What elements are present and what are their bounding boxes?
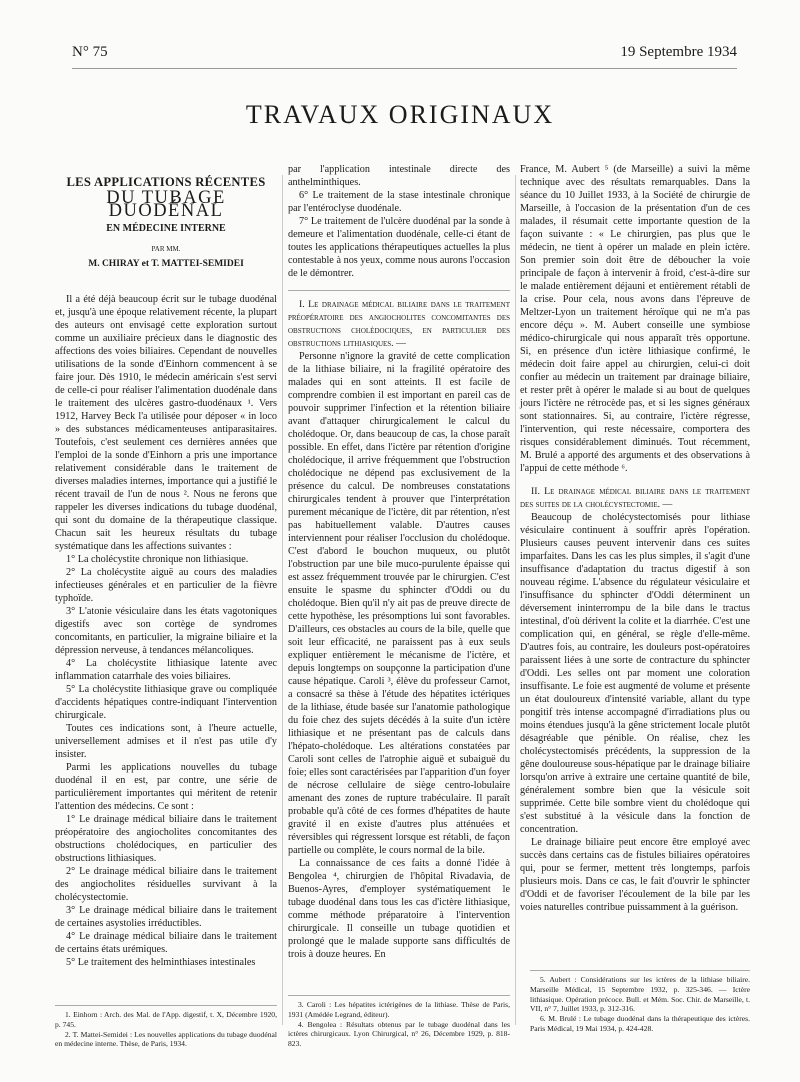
list-item: 5° Le traitement des helminthiases intestinales <box>66 957 256 968</box>
paragraph: Le drainage biliaire peut encore être employé avec succès dans certains cas de fistules biliaires opératoires qui, pour se fermer, mettent très longtemps, parfois plusieurs mois. Dans ce cas, le fait d'ouvrir le sphincter d'Oddi et de favoriser l'écoulement de la bile par les voies naturelles contribue puissamment à la guérison. <box>520 837 750 913</box>
paragraph: Il a été déjà beaucoup écrit sur le tubage duodénal et, jusqu'à une époque relativement récente, la plupart des auteurs ont envisagé cette exploration surtout comme un auxiliaire précieux dans le diagnostic des affections des voies biliaires. Cependant de nouvelles utilisations de la sonde d'Einhorn commencent à se faire jour. Dès 1910, le médecin américain s'est servi de celle-ci pour réaliser l'alimentation duodénale dans le traitement des ulcères gastro-duodénaux ¹. Vers 1912, Harvey Beck l'a utilisée pour déposer « in loco » des substances médicamenteuses antiparasitaires. Toutefois, c'est seulement ces dernières années que l'emploi de la sonde d'Einhorn a pris une importance relativement considérable dans le traitement de diverses maladies internes, importance qui a justifié le récent travail de l'un de nous ². Nous ne ferons que rappeler les diverses indications du tubage duodénal, qui sont du domaine de la thérapeutique classique. Chacun sait les heureux résultats du tubage systématique dans les affections suivantes : <box>55 294 277 552</box>
list-item: 1° La cholécystite chronique non lithiasique. <box>66 554 249 565</box>
header-rule <box>72 68 737 69</box>
section-title: TRAVAUX ORIGINAUX <box>245 100 555 129</box>
footnote-rule <box>288 995 510 996</box>
column-separator <box>282 175 283 1025</box>
footnote: 4. Bengolea : Résultats obtenus par le tubage duodénal dans les ictères chirurgicaux. Lyon Chirurgical, n° 26, Décembre 1929, p. 818-823. <box>288 1019 510 1049</box>
section-heading-1: I. Le drainage médical biliaire dans le traitement préopératoire des angiocholites concomitantes des obstructions cholédociques, en particulier des obstructions lithiasiques. — <box>288 299 510 349</box>
footnotes-col-2 <box>288 995 510 1049</box>
article-title-line2: DU TUBAGE DUODÉNAL <box>106 188 226 221</box>
list-item: 4° La cholécystite lithiasique latente avec inflammation catarrhale des voies biliaires. <box>55 658 277 682</box>
paragraph: Beaucoup de cholécystectomisés pour lithiase vésiculaire continuent à souffrir après l'opération. Plusieurs causes peuvent intervenir dans ces suites imparfaites. Dans les cas les plus simples, il s'agit d'une insuffisance d'adaptation du tractus digestif à son nouveau régime. L'absence du régulateur vésiculaire et l'insuffisance du sphincter d'Oddi déterminent un déversement ininterrompu de la bile dans le tractus intestinal, d'où dérivent la colite et la diarrhée. C'est une complication qui, en général, se règle d'elle-même. D'autres fois, au contraire, les douleurs post-opératoires paraissent liées à une sorte de contracture du sphincter d'Oddi. Les selles ont par moment une coloration insuffisante. Le foie est augmenté de volume et présente un état douloureux d'intensité variable, allant du type pongitif très intense accompagné d'irradiations plus ou moins étendues jusqu'à la gêne strictement locale plutôt désagréable que pénible. On réalise, chez les cholécystectomisés précédents, la suppression de la gêne douloureuse sous-hépatique par le drainage biliaire lorsqu'on arrive à extraire une certaine quantité de bile, généralement sombre bien que la vésicule soit supprimée. Cette bile sombre vient du cholédoque qui s'est substitué à la vésicule dans la fonction de concentration. <box>520 512 750 835</box>
article-heading <box>55 176 277 271</box>
list-item: 1° Le drainage médical biliaire dans le traitement préopératoire des angiocholites concomitantes des obstructions cholédociques, en particulier des obstructions lithiasiques. <box>55 814 277 864</box>
paragraph: Personne n'ignore la gravité de cette complication de la lithiase biliaire, ni la fragilité opératoire des malades qui en sont atteints. Il est facile de comprendre combien il est important en pareil cas de pouvoir supprimer l'infection et la rétention biliaire avant d'attaquer chirurgicalement le calcul du cholédoque. Or, dans beaucoup de cas, la chose paraît possible. En effet, dans l'ictère par rétention d'origine cholédocique, il arrive fréquemment que l'obstruction cholédocique ne dépend pas exclusivement de la présence du calcul. De nombreuses constatations chirurgicales tendent à prouver que l'interprétation purement mécanique de l'ictère, dit par rétention, n'est pas habituellement valable. D'autres causes interviennent pour réaliser l'occlusion du cholédoque. C'est d'abord le bouchon muqueux, ou plutôt l'obstruction par une bile muco-purulente épaisse qui est assez fréquemment trouvée par le chirurgien. C'est ensuite le spasme du sphincter d'Oddi ou du cholédoque. Bien qu'il n'y ait pas de preuve directe de cette hypothèse, les présomptions lui sont favorables. D'ailleurs, ces obstacles au cours de la bile, quelle que soit leur efficacité, ne paraissent pas à eux seuls expliquer entièrement le mécanisme de l'ictère, et depuis longtemps on soupçonne la participation d'une cause hépatique. Caroli ³, élève du professeur Carnot, a consacré sa thèse à l'étude des hépatites ictériques de la lithiase, étude basée sur l'anatomie pathologique du foie chez des sujets décédés à la suite d'un ictère lithiasique et ne présentant pas de calculs dans l'hépato-cholédoque. Les altérations constatées par Caroli sont celles de l'atrophie aiguë et subaiguë du foie; elles sont caractérisées par l'apparition d'un foyer de nécrose cellulaire de siège centro-lobulaire amenant des zones de rupture trabéculaire. Il paraît probable qu'à côté de ces formes d'hépatites de haute gravité il en existe d'autres plus atténuées et réversibles qui régressent lorsque est rétabli, de façon partielle ou complète, le cours normal de la bile. <box>288 351 510 856</box>
list-item: 7° Le traitement de l'ulcère duodénal par la sonde à demeure et l'alimentation duodénale, celle-ci étant de toutes les applications thérapeutiques actuelles la plus contestable à nos yeux, comme nous aurons l'occasion de le démontrer. <box>288 216 510 279</box>
list-item: 5° La cholécystite lithiasique grave ou compliquée d'accidents hépatiques contre-indiquant l'intervention chirurgicale. <box>55 684 277 721</box>
column-1 <box>55 162 277 969</box>
column-separator <box>515 175 516 1025</box>
issue-number: N° 75 <box>72 44 108 60</box>
authors: M. CHIRAY et T. MATTEI-SEMIDEI <box>88 259 244 269</box>
footnote: 1. Einhorn : Arch. des Mal. de l'App. digestif, t. X, Décembre 1920, p. 745. <box>55 1010 277 1029</box>
footnote: 6. M. Brulé : Le tubage duodénal dans la thérapeutique des ictères. Paris Médical, 19 Mai 1934, p. 424-428. <box>530 1014 750 1033</box>
footnote-rule <box>55 1005 277 1006</box>
footnote: 5. Aubert : Considérations sur les ictères de la lithiase biliaire. Marseille Médical, 15 Septembre 1932, p. 325-346. — Ictère lithiasique. Opération précoce. Bull. et Mém. Soc. Chir. de Marseille, t. VII, n° 7, Juillet 1933, p. 312-316. <box>530 975 750 1014</box>
list-item: 4° Le drainage médical biliaire dans le traitement de certains états urémiques. <box>55 931 277 955</box>
list-item: 2° Le drainage médical biliaire dans le traitement des angiocholites résiduelles survivant à la cholécystectomie. <box>55 866 277 903</box>
paragraph: Parmi les applications nouvelles du tubage duodénal il en est, par contre, une série de particulièrement importantes qui méritent de retenir l'attention des médecins. Ce sont : <box>55 762 277 812</box>
paragraph: Toutes ces indications sont, à l'heure actuelle, universellement admises et il n'est pas utile d'y insister. <box>55 723 277 760</box>
section-divider <box>288 290 510 291</box>
footnote: 2. T. Mattei-Semidei : Les nouvelles applications du tubage duodénal en médecine interne. Thèse, de Paris, 1934. <box>55 1029 277 1049</box>
list-item: 3° Le drainage médical biliaire dans le traitement de certaines asystolies irréductibles. <box>55 905 277 929</box>
paragraph: La connaissance de ces faits a donné l'idée à Bengolea ⁴, chirurgien de l'hôpital Rivadavia, de Buenos-Ayres, d'employer systématiquement le tubage duodénal dans tous les cas d'ictère lithiasique, comme méthode préparatoire à l'intervention chirurgicale. Il conseille un tubage quotidien et prolongé que le malade supporte sans difficultés de trois à douze heures. En <box>288 858 510 960</box>
column-3 <box>520 163 750 914</box>
paragraph: France, M. Aubert ⁵ (de Marseille) a suivi la même technique avec des résultats remarquables. Dans la séance du 10 Juillet 1933, à la Société de chirurgie de Marseille, à l'occasion de la présentation d'un de ces malades, il résumait cette importante question de la façon suivante : « Le chirurgien, pas plus que le médecin, ne tient à opérer un malade en plein ictère. Son premier soin doit être de déboucher la voie principale de façon à intervenir à froid, c'est-à-dire sur le malade entièrement déjauni et entièrement rétabli de la crise. Pour cela, nous avons dans l'épreuve de Meltzer-Lyon un traitement héroïque qui ne m'a pas encore déçu ». M. Aubert conseille une symbiose médico-chirurgicale qui nous apparaît très opportune. Si, en présence d'un ictère lithiasique confirmé, le médecin doit faire appel au chirurgien, celui-ci doit confier au médecin un traitement par drainage biliaire, et rester prêt à opérer le malade si au bout de quelques jours l'ictère ne rétrocède pas, et si les signes généraux sont stationnaires. Si, au contraire, l'ictère régresse, l'intervention, qui reste nécessaire, comportera des risques considérablement diminués. Tout récemment, M. Brulé a apporté des arguments et des observations à l'appui de cette méthode ⁶. <box>520 164 750 474</box>
section-heading-2: II. Le drainage médical biliaire dans le traitement des suites de la cholécystectomie. — <box>520 486 750 510</box>
footnotes-col-1 <box>55 1005 277 1049</box>
list-item: 3° L'atonie vésiculaire dans les états vagotoniques digestifs avec son cortège de syndromes concomitants, en particulier, la migraine biliaire et la dépression nerveuse, à tendances mélancoliques. <box>55 606 277 656</box>
footnote: 3. Caroli : Les hépatites ictérigènes de la lithiase. Thèse de Paris, 1931 (Amédée Legrand, éditeur). <box>288 1000 510 1019</box>
list-item: 2° La cholécystite aiguë au cours des maladies infectieuses générales et en particulier de la fièvre typhoïde. <box>55 567 277 604</box>
footnote-rule <box>530 970 750 971</box>
running-header <box>72 44 737 64</box>
list-item: 6° Le traitement de la stase intestinale chronique par l'entéroclyse duodénale. <box>288 190 510 214</box>
column-2 <box>288 163 510 961</box>
article-title-line3: EN MÉDECINE INTERNE <box>106 223 226 234</box>
issue-date: 19 Septembre 1934 <box>620 44 737 60</box>
byline-prefix: PAR MM. <box>151 245 181 253</box>
article-title-line1: LES APPLICATIONS RÉCENTES <box>66 175 266 189</box>
footnotes-col-3 <box>530 970 750 1034</box>
paragraph: par l'application intestinale directe des anthelminthiques. <box>288 164 510 188</box>
